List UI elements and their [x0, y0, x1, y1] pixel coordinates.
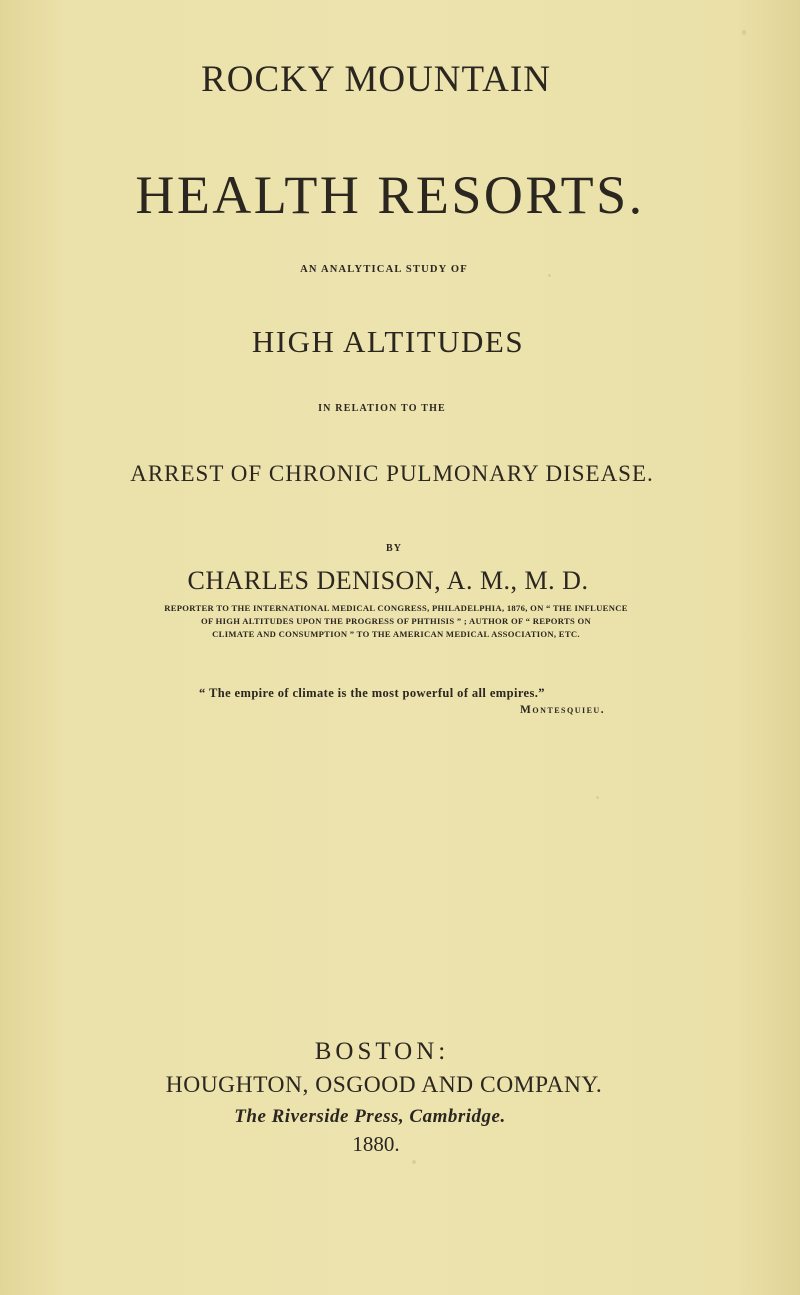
subtitle-analytical-study: AN ANALYTICAL STUDY OF — [300, 264, 468, 275]
title-line-health-resorts: HEALTH RESORTS. — [135, 165, 645, 225]
epigraph-attribution: Montesquieu. — [520, 704, 606, 716]
author-credits-line: REPORTER TO THE INTERNATIONAL MEDICAL CONGRESS, PHILADELPHIA, 1876, ON “ THE INFLUENCE — [164, 603, 628, 613]
byline-label: BY — [386, 543, 402, 554]
author-credits-line: OF HIGH ALTITUDES UPON THE PROGRESS OF PHTHISIS ” ; AUTHOR OF “ REPORTS ON — [200, 616, 592, 626]
imprint-press: The Riverside Press, Cambridge. — [234, 1106, 506, 1127]
foxing-spot — [596, 796, 599, 799]
imprint-year: 1880. — [352, 1132, 400, 1156]
imprint-publisher: HOUGHTON, OSGOOD AND COMPANY. — [165, 1072, 603, 1098]
title-line-rocky-mountain: ROCKY MOUNTAIN — [201, 59, 551, 100]
foxing-spot — [412, 1160, 416, 1164]
author-credits — [0, 602, 796, 641]
imprint-city: BOSTON: — [314, 1038, 450, 1065]
epigraph-quote: “ The empire of climate is the most powerful of all empires.” — [199, 686, 545, 700]
foxing-spot — [742, 30, 746, 35]
author-credits-line: CLIMATE AND CONSUMPTION ” TO THE AMERICAN MEDICAL ASSOCIATION, ETC. — [212, 629, 580, 639]
title-line-high-altitudes: HIGH ALTITUDES — [251, 324, 525, 359]
foxing-spot — [548, 274, 551, 277]
author-name: CHARLES DENISON, A. M., M. D. — [187, 566, 589, 595]
title-line-arrest: ARREST OF CHRONIC PULMONARY DISEASE. — [130, 461, 654, 486]
subtitle-in-relation: IN RELATION TO THE — [318, 403, 446, 414]
